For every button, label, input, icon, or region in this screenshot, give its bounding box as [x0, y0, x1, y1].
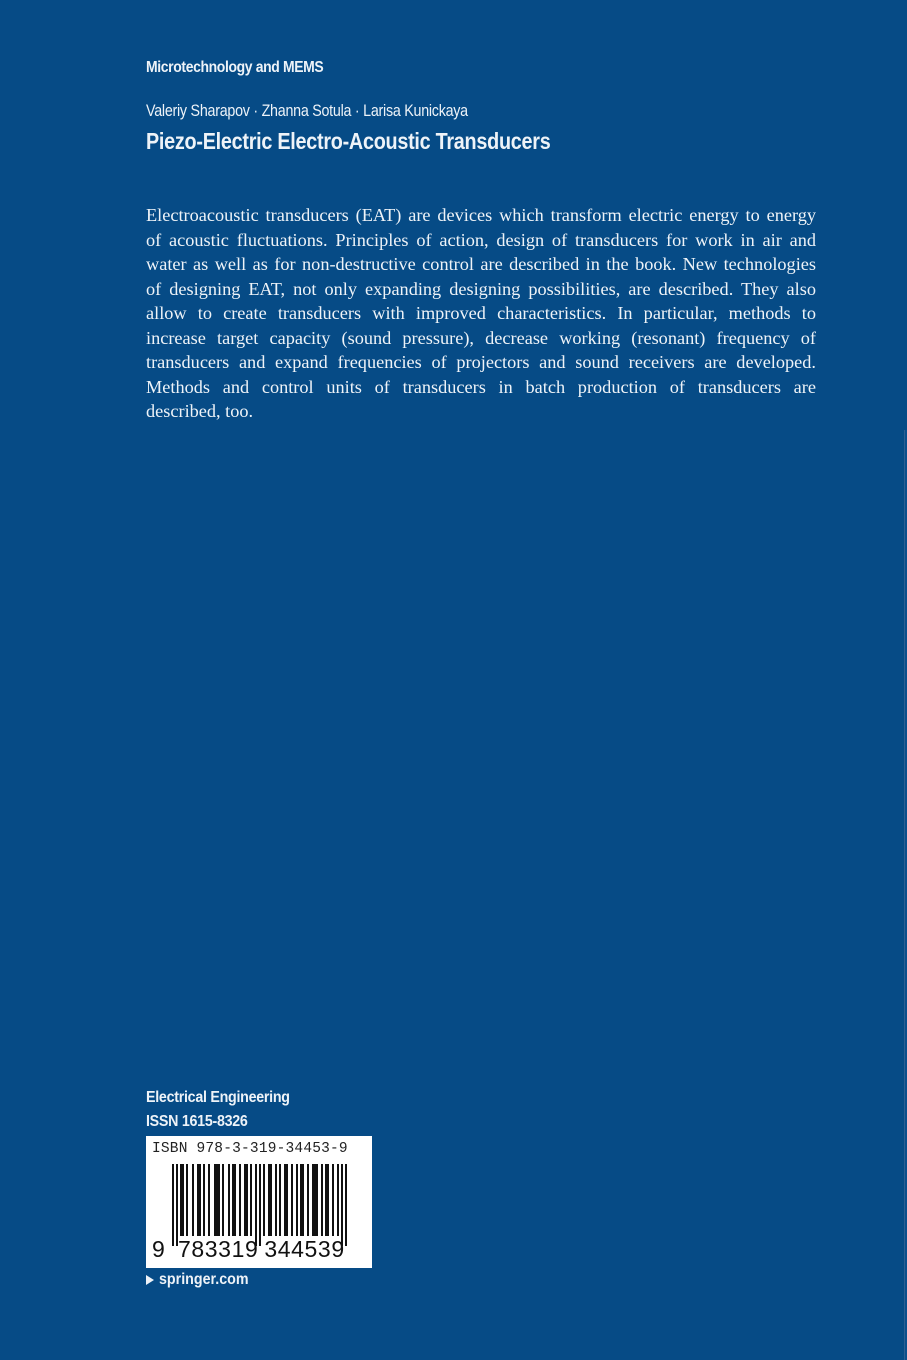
website-label: springer.com	[159, 1271, 249, 1288]
barcode-digits	[152, 1235, 345, 1263]
barcode-bars-icon	[172, 1164, 347, 1246]
description-line: Methods and control units of transducers in batch production of transducers are	[146, 376, 816, 397]
description-line: water as well as for non-destructive control are described in the book. New technologies	[146, 254, 816, 274]
issn: ISSN 1615-8326	[146, 1113, 248, 1130]
description-line: increase target capacity (sound pressure), decrease working (resonant) frequency of	[146, 327, 816, 348]
description-line: described, too.	[146, 401, 254, 421]
description-line: transducers and expand frequencies of projectors and sound receivers are developed.	[146, 352, 816, 372]
description-line: allow to create transducers with improved characteristics. In particular, methods to	[146, 303, 816, 323]
book-title: Piezo-Electric Electro-Acoustic Transducers	[146, 128, 551, 154]
authors: Valeriy Sharapov · Zhanna Sotula · Larisa Kunickaya	[146, 101, 468, 120]
description-line: of acoustic fluctuations. Principles of action, design of transducers for work in air and	[146, 229, 816, 250]
book-description	[146, 203, 816, 424]
barcode-lead-digit: 9	[152, 1236, 165, 1262]
barcode-digit-group-1: 783319	[178, 1236, 259, 1262]
barcode-digit-group-2: 344539	[264, 1236, 345, 1262]
series-name: Microtechnology and MEMS	[146, 59, 324, 76]
arrow-right-icon	[146, 1275, 154, 1285]
isbn-barcode	[146, 1136, 372, 1268]
isbn-label: ISBN 978-3-319-34453-9	[152, 1141, 348, 1157]
subject-category: Electrical Engineering	[146, 1089, 290, 1106]
publisher-website-link[interactable]	[146, 1271, 256, 1289]
description-line: of designing EAT, not only expanding designing possibilities, are described. They also	[146, 278, 816, 299]
description-line: Electroacoustic transducers (EAT) are devices which transform electric energy to energy	[146, 205, 816, 225]
